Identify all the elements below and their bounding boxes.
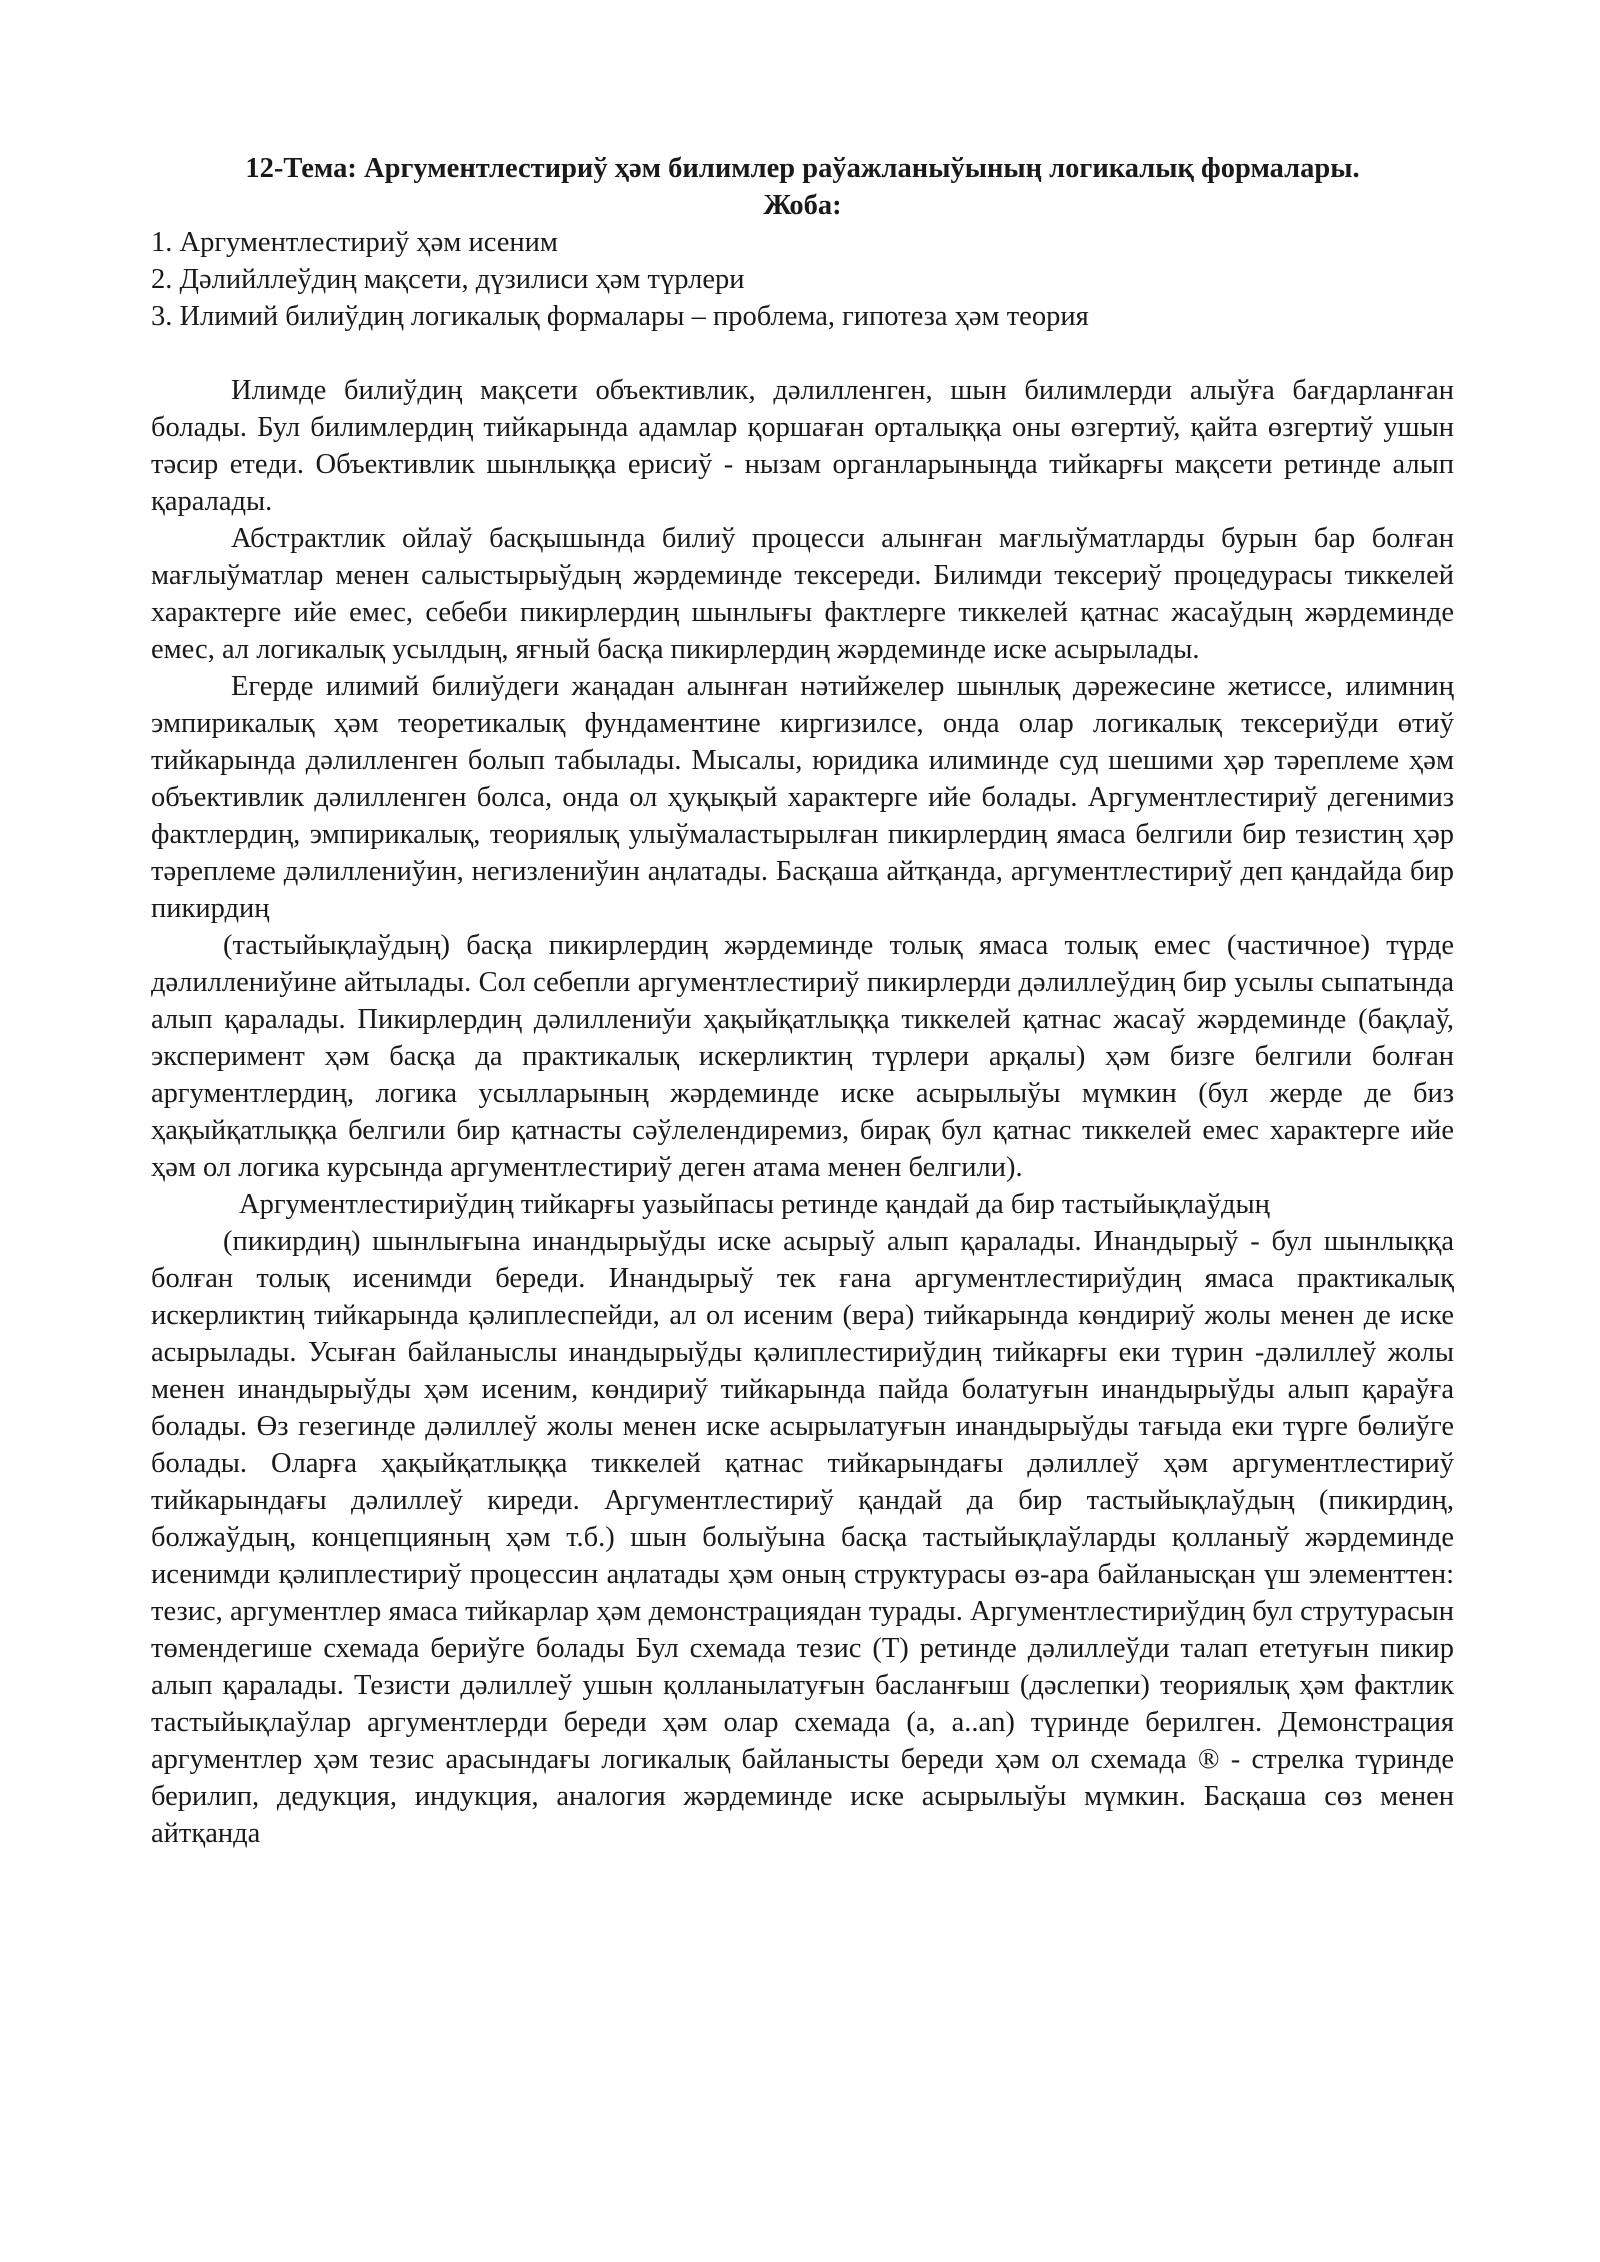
plan-item: 1. Аргументлестириў ҳәм исеним (151, 227, 558, 258)
plan-item: 3. Илимий билиўдиң логикалық формалары – проблема, гипотеза ҳәм теория (151, 301, 1089, 332)
paragraph: Аргументлестириўдиң тийкарғы уазыйпасы ретинде қандай да бир тастыйықлаўдың (239, 1189, 1270, 1220)
paragraph: (тастыйықлаўдың) басқа пикирлердиң жәрдеминде толық ямаса толық емес (частичное) түрде дәлиллениўине айтылады. Сол себепли аргументлестириў пикирлерди дәлиллеўдиң бир усылы сыпатында алып қаралады. Пикирлердиң дәлиллениўи ҳақыйқатлыққа тиккелей қатнас жасаў жәрдеминде (бақлаў, эксперимент ҳәм басқа да практикалық искерликтиң түрлери арқалы) ҳәм бизге белгили болған аргументлердиң, логика усылларының жәрдеминде иске асырылыўы мүмкин (бул жерде де биз ҳақыйқатлыққа белгили бир қатнасты сәўлелендиремиз, бирақ бул қатнас тиккелей емес характерге ийе ҳәм ол логика курсында аргументлестириў деген атама менен белгили). (151, 930, 1454, 1183)
paragraph: Илимде билиўдиң мақсети объективлик, дәлилленген, шын билимлерди алыўға бағдарланған болады. Бул билимлердиң тийкарында адамлар қоршаған орталыққа оны өзгертиў, қайта өзгертиў ушын тәсир етеди. Объективлик шынлыққа ерисиў - нызам органларыныңда тийкарғы мақсети ретинде алып қаралады. (151, 375, 1454, 517)
paragraph: (пикирдиң) шынлығына инандырыўды иске асырыў алып қаралады. Инандырыў - бул шынлыққа болған толық исенимди береди. Инандырыў тек ғана аргументлестириўдиң ямаса практикалық искерликтиң тийкарында қәлиплеспейди, ал ол исеним (вера) тийкарында көндириў жолы менен де иске асырылады. Усыған байланыслы инандырыўды қәлиплестириўдиң тийкарғы еки түрин -дәлиллеў жолы менен инандырыўды ҳәм исеним, көндириў тийкарында пайда болатуғын инандырыўды алып қараўға болады. Өз гезегинде дәлиллеў жолы менен иске асырылатуғын инандырыўды тағыда еки түрге бөлиўге болады. Оларға ҳақыйқатлыққа тиккелей қатнас тийкарындағы дәлиллеў ҳәм аргументлестириў тийкарындағы дәлиллеў киреди. Аргументлестириў қандай да бир тастыйықлаўдың (пикирдиң, болжаўдың, концепцияның ҳәм т.б.) шын болыўына басқа тастыйықлаўларды қолланыў жәрдеминде исенимди қәлиплестириў процессин аңлатады ҳәм оның структурасы өз-ара байланысқан үш элементтен: тезис, аргументлер ямаса тийкарлар ҳәм демонстрациядан турады. Аргументлестириўдиң бул струтурасын төмендегише схемада бериўге болады Бул схемада тезис (Т) ретинде дәлиллеўди талап ететуғын пикир алып қаралады. Тезисти дәлиллеў ушын қолланылатуғын басланғыш (дәслепки) теориялық ҳәм фактлик тастыйықлаўлар аргументлерди береди ҳәм олар схемада (а, а..аn) түринде берилген. Демонстрация аргументлер ҳәм тезис арасындағы логикалық байланысты береди ҳәм ол схемада ® - стрелка түринде берилип, дедукция, индукция, аналогия жәрдеминде иске асырылыўы мүмкин. Басқаша сөз менен айтқанда (151, 1226, 1454, 1849)
paragraph: Абстрактлик ойлаў басқышында билиў процесси алынған мағлыўматларды бурын бар болған мағлыўматлар менен салыстырыўдың жәрдеминде тексереди. Билимди тексериў процедурасы тиккелей характерге ийе емес, себеби пикирлердиң шынлығы фактлерге тиккелей қатнас жасаўдың жәрдеминде емес, ал логикалық усылдың, яғный басқа пикирлердиң жәрдеминде иске асырылады. (151, 523, 1454, 665)
page-title: 12-Тема: Аргументлестириў ҳәм билимлер раўажланыўының логикалық формалары. (245, 153, 1360, 184)
plan-item: 2. Дәлийллеўдиң мақсети, дүзилиси ҳәм түрлери (151, 264, 745, 295)
plan-heading: Жоба: (763, 190, 842, 221)
paragraph: Егерде илимий билиўдеги жаңадан алынған нәтийжелер шынлық дәрежесине жетиссе, илимниң эмпирикалық ҳәм теоретикалық фундаментине киргизилсе, онда олар логикалық тексериўди өтиў тийкарында дәлилленген болып табылады. Мысалы, юридика илиминде суд шешими ҳәр тәреплеме ҳәм объективлик дәлилленген болса, онда ол ҳуқықый характерге ийе болады. Аргументлестириў дегенимиз фактлердиң, эмпирикалық, теориялық улыўмаластырылған пикирлердиң ямаса белгили бир тезистиң ҳәр тәреплеме дәлиллениўин, негизлениўин аңлатады. Басқаша айтқанда, аргументлестириў деп қандайда бир пикирдиң (151, 671, 1454, 924)
plan-list (151, 224, 1454, 335)
document-page (151, 150, 1454, 1852)
spacer (151, 335, 1454, 372)
